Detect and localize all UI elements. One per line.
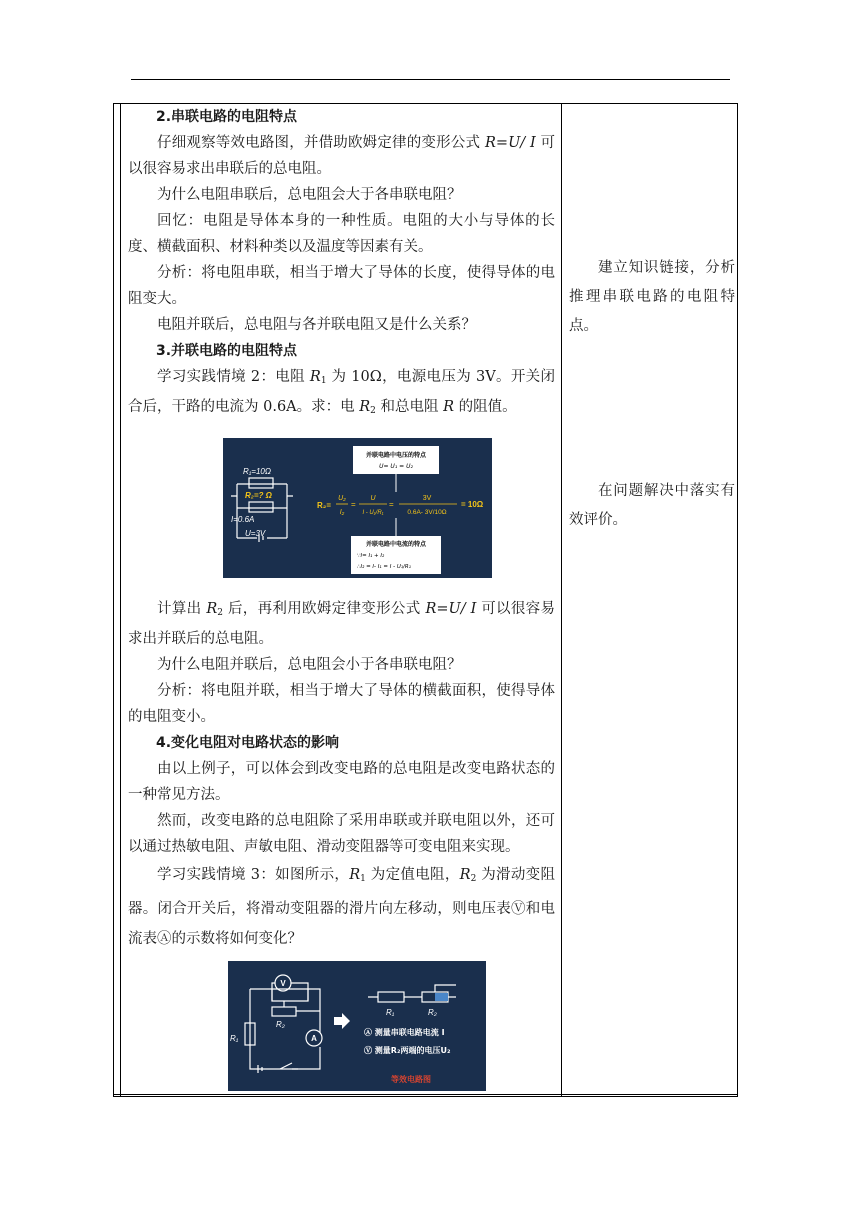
symbol: R [359, 399, 371, 415]
text: 为 10Ω，电源电压为 3V。开关闭合后，干路的电流为 0.6A。求：电 [128, 369, 555, 415]
r2-label: R₂=? Ω [245, 491, 272, 500]
parallel-circuit-figure [223, 438, 492, 578]
eq-frac3-num: 3V [422, 495, 432, 502]
section-2-heading: 2.串联电路的电阻特点 [156, 109, 298, 125]
text: 的阻值。 [454, 399, 517, 415]
paragraph [128, 860, 555, 954]
side-note-2 [569, 477, 735, 535]
table-inner-border [120, 103, 121, 1097]
eq-r2-label: R₂ [428, 1008, 437, 1017]
arrow-right-icon [334, 1013, 350, 1029]
ammeter-label: A [311, 1034, 317, 1043]
text: 计算出 [157, 601, 207, 617]
formula: R=U/ I [425, 601, 477, 617]
figure-caption: 等效电路图 [391, 1075, 431, 1084]
eq-sign: = [351, 500, 356, 509]
rheostat-circuit-diagram [228, 961, 486, 1091]
paragraph [128, 364, 555, 424]
ammeter-note: Ⓐ 测量串联电路电流 I [364, 1028, 445, 1037]
rheostat-circuit-figure [228, 961, 486, 1091]
eq-lhs: R₂= [317, 501, 332, 510]
parallel-circuit-diagram [223, 438, 492, 578]
eq-frac1-num: U₂ [338, 495, 346, 502]
paragraph [128, 130, 555, 182]
paragraph: 然而，改变电路的总电阻除了采用串联或并联电阻以外，还可以通过热敏电阻、声敏电阻、滑动变阻器等可变电阻来实现。 [128, 813, 555, 855]
text: 后，再利用欧姆定律变形公式 [223, 601, 426, 617]
r1-label: R₁=10Ω [243, 467, 271, 476]
r2-label: R₂ [276, 1020, 285, 1029]
symbol: R [309, 369, 321, 385]
eq-result: = 10Ω [461, 500, 484, 509]
voltmeter-label: V [280, 979, 286, 988]
text: 为滑动变阻器。闭合开关后，将滑动变阻器的滑片向左移动，则电压表Ⓥ和电流表Ⓐ的示数将如何变化？ [128, 867, 555, 947]
side-note-text: 在问题解决中落实有效评价。 [569, 483, 735, 528]
voltage-rule-formula: U= U₁ = U₂ [379, 463, 413, 470]
side-note-text: 建立知识链接，分析推理串联电路的电阻特点。 [569, 260, 735, 334]
current-label: I=0.6A [231, 515, 255, 524]
paragraph: 由以上例子，可以体会到改变电路的总电阻是改变电路状态的一种常见方法。 [128, 761, 555, 803]
text: 仔细观察等效电路图，并借助欧姆定律的变形公式 [157, 135, 485, 151]
paragraph: 分析：将电阻串联，相当于增大了导体的长度，使得导体的电阻变大。 [128, 265, 555, 307]
subscript: 2 [217, 608, 224, 618]
voltage-label: U=3V [245, 529, 266, 538]
side-note-1 [569, 254, 735, 341]
paragraph: 分析：将电阻并联，相当于增大了导体的横截面积，使得导体的电阻变小。 [128, 683, 555, 725]
subscript: 1 [320, 376, 327, 386]
current-rule-title: 并联电路中电流的特点 [365, 541, 427, 548]
section-3-heading: 3.并联电路的电阻特点 [156, 343, 298, 359]
text: 和总电阻 [375, 399, 444, 415]
eq-frac1-den: I₂ [339, 509, 345, 516]
section-4-heading: 4.变化电阻对电路状态的影响 [156, 735, 340, 751]
eq-frac2-num: U [370, 495, 376, 502]
table-left-border [113, 103, 114, 1097]
r1-label: R₁ [230, 1034, 239, 1043]
symbol: R [349, 867, 361, 883]
subscript: 2 [370, 406, 376, 416]
subscript: 2 [470, 874, 477, 884]
text: 可以很容易求出串联后的总电阻。 [128, 135, 556, 177]
formula: R=U/ I [485, 135, 536, 151]
paragraph: 为什么电阻串联后，总电阻会大于各串联电阻？ [157, 187, 462, 203]
text: 为定值电阻， [365, 867, 460, 883]
eq-sign: = [389, 500, 394, 509]
current-rule-line1: ∵I= I₁ + I₂ [357, 553, 385, 559]
eq-frac3-den: 0.6A- 3V/10Ω [407, 509, 447, 516]
paragraph: 回忆：电阻是导体本身的一种性质。电阻的大小与导体的长度、横截面积、材料种类以及温度等因素有关。 [128, 213, 555, 255]
symbol: R [459, 867, 471, 883]
rheostat-active-part [435, 993, 448, 1001]
paragraph: 为什么电阻并联后，总电阻会小于各串联电阻？ [157, 657, 462, 673]
eq-frac2-den: I - U₁/R₁ [362, 510, 384, 516]
text: 学习实践情境 2：电阻 [157, 369, 310, 385]
header-rule [131, 79, 730, 80]
voltmeter-note: Ⓥ 测量R₂两端的电压U₂ [364, 1046, 451, 1055]
text: 可以很容易求出并联后的总电阻。 [128, 601, 555, 647]
column-divider [561, 103, 562, 1097]
current-rule-line2: ∴I₂ = I- I₁ = I - U₁/R₁ [357, 564, 411, 570]
symbol: R [206, 601, 218, 617]
text: 学习实践情境 3：如图所示， [157, 867, 350, 883]
symbol: R [443, 399, 455, 415]
voltage-rule-title: 并联电路中电压的特点 [365, 452, 427, 459]
paragraph: 电阻并联后，总电阻与各并联电阻又是什么关系？ [157, 317, 476, 333]
eq-r1-label: R₁ [386, 1008, 395, 1017]
paragraph [128, 596, 555, 652]
table-bottom-border [113, 1094, 738, 1095]
subscript: 1 [360, 874, 366, 884]
